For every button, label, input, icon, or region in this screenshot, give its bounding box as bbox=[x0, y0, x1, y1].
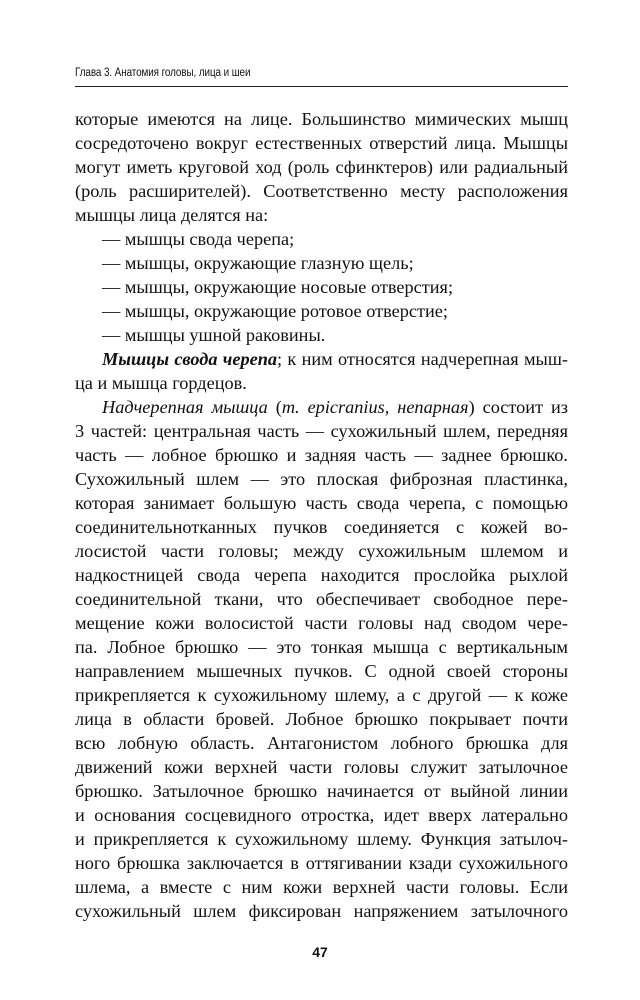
list-item: — мышцы, окружающие носовые отверстия; bbox=[102, 277, 454, 297]
text-line: соединительной ткани, что обеспечивает свободное пере- bbox=[75, 589, 568, 609]
text-line: которые имеются на лице. Большинство мимических мышц bbox=[75, 109, 568, 129]
paragraph-first-line bbox=[102, 395, 568, 419]
paren-open: ( bbox=[267, 397, 282, 417]
list-item: — мышцы, окружающие ротовое отверстие; bbox=[102, 301, 448, 321]
text-line: 3 частей: центральная часть — сухожильный шлем, передняя bbox=[75, 421, 568, 441]
text-line: мышцы лица делятся на: bbox=[75, 205, 269, 225]
paren-close-text: ) состоит из bbox=[468, 397, 569, 417]
text-line: сосредоточено вокруг естественных отверстий лица. Мышцы bbox=[75, 133, 568, 153]
text-line: Сухожильный шлем — это плоская фиброзная пластинка, bbox=[75, 469, 568, 489]
text-line: сухожильный шлем фиксирован напряжением затылочного bbox=[75, 901, 568, 921]
text-line: прикрепляется к сухожильному шлему, а с другой — к коже bbox=[75, 685, 568, 705]
text-line: надкостницей свода черепа находится прослойка рыхлой bbox=[75, 565, 568, 585]
text-line: ца и мышца гордецов. bbox=[75, 373, 247, 393]
section-heading: Мышцы свода черепа bbox=[102, 349, 278, 369]
text-line: брюшко. Затылочное брюшко начинается от выйной линии bbox=[75, 781, 568, 801]
text-line: шлема, а вместе с ним кожи верхней части головы. Если bbox=[75, 877, 568, 897]
text-line: которая занимает большую часть свода черепа, с помощью bbox=[75, 493, 568, 513]
header-rule bbox=[75, 86, 568, 87]
term: Надчерепная мышца bbox=[102, 397, 268, 417]
text-line: и основания сосцевидного отростка, идет вверх латерально bbox=[75, 805, 568, 825]
text-line: могут иметь круговой ход (роль сфинктеров) или радиальный bbox=[75, 157, 568, 177]
text-line: мещение кожи волосистой части головы над сводом чере- bbox=[75, 613, 568, 633]
list-item: — мышцы ушной раковины. bbox=[102, 325, 326, 345]
list-item: — мышцы, окружающие глазную щель; bbox=[102, 253, 414, 273]
page-number: 47 bbox=[312, 944, 328, 960]
latin-name: m. epicranius, непарная bbox=[281, 397, 469, 417]
text-line: направлением мышечных пучков. С одной своей стороны bbox=[75, 661, 568, 681]
text-line: часть — лобное брюшко и задняя часть — заднее брюшко. bbox=[75, 445, 568, 465]
text-line: всю лобную область. Антагонистом лобного брюшка для bbox=[75, 733, 568, 753]
text-line: лосистой части головы; между сухожильным шлемом и bbox=[75, 541, 568, 561]
text-line: (роль расширителей). Соответственно месту расположения bbox=[75, 181, 568, 201]
text-line: и прикрепляется к сухожильному шлему. Функция затылоч- bbox=[75, 829, 568, 849]
section-line-text: ; к ним относятся надчерепная мыш- bbox=[277, 349, 568, 369]
text-line: ного брюшка заключается в оттягивании кзади сухожильного bbox=[75, 853, 568, 873]
text-line: соединительнотканных пучков соединяется с кожей во- bbox=[75, 517, 568, 537]
section-line bbox=[102, 347, 568, 371]
text-line: движений кожи верхней части головы служит затылочное bbox=[75, 757, 568, 777]
list-item: — мышцы свода черепа; bbox=[102, 229, 295, 249]
text-line: па. Лобное брюшко — это тонкая мышца с вертикальным bbox=[75, 637, 568, 657]
text-line: лица в области бровей. Лобное брюшко покрывает почти bbox=[75, 709, 568, 729]
running-head: Глава 3. Анатомия головы, лица и шеи bbox=[75, 67, 251, 79]
